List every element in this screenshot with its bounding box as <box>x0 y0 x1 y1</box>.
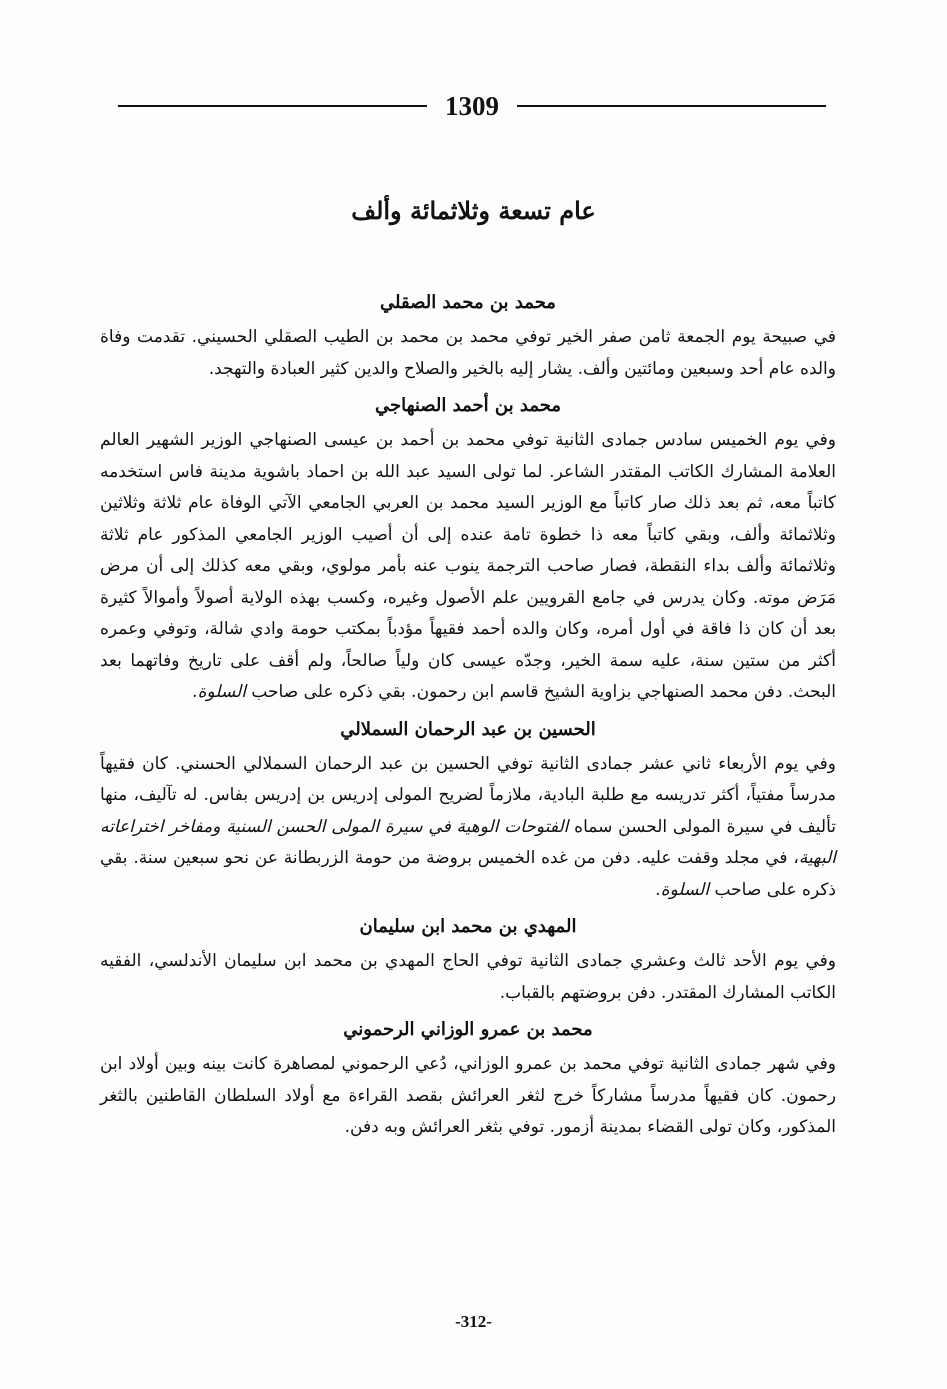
entry-paragraph <box>100 425 836 709</box>
paragraph-text: . <box>655 879 661 900</box>
entry-heading: الحسين بن عبد الرحمان السملالي <box>340 718 596 740</box>
document-body <box>100 284 836 1146</box>
entry-heading: محمد بن أحمد الصنهاجي <box>374 395 562 416</box>
book-title: السلوة <box>660 879 710 900</box>
page-number: -312- <box>455 1312 492 1331</box>
book-title: السلوة <box>197 682 246 702</box>
paragraph-text: . <box>192 682 198 702</box>
entry-paragraph: وفي شهر جمادى الثانية توفي محمد بن عمرو الوزاني، دُعي الرحموني لمصاهرة كانت بينه وبين أولاد ابن رحمون. كان فقيهاً مدرساً مشاركاً خرج لثغر العرائش بقصد القراءة مع أولاد السلطان القاطنين بالثغر المذكور، وكان تولى القضاء بمدينة أزمور. توفي بثغر العرائش وبه دفن. <box>100 1054 836 1137</box>
entry-paragraph: في صبيحة يوم الجمعة ثامن صفر الخير توفي محمد بن محمد بن الطيب الصقلي الحسيني. تقدمت وفاة والده عام أحد وسبعين ومائتين وألف. يشار إليه بالخير والصلاح والدين كثير العبادة والتهجد. <box>100 327 836 379</box>
entry-heading: محمد بن محمد الصقلي <box>380 292 556 313</box>
entry-paragraph <box>100 749 836 907</box>
paragraph-text: وفي يوم الخميس سادس جمادى الثانية توفي محمد بن أحمد بن عيسى الصنهاجي الوزير الشهير العالم العلامة المشارك الكاتب المقتدر الشاعر. لما تولى السيد عبد الله بن احماد باشوية مدينة فاس استخدمه كاتباً معه، ثم بعد ذلك صار كاتباً مع الوزير السيد محمد بن العربي الجامعي الآتي الوفاة عام ثلاثة وثلاثين وثلاثمائة وألف، وبقي كاتباً معه ذا خطوة تامة عنده إلى أن أصيب الوزير الجامعي المذكور عام ثلاثة وثلاثمائة وألف بداء النقطة، فصار صاحب الترجمة ينوب عنه بأمر مولوي، وبقي معه كذلك إلى أن مرض مَرَض موته. وكان يدرس في جامع القرويين علم الأصول وغيره، وكسب بهذه الولاية أصولاً وأموالاً كثيرة بعد أن كان ذا فاقة في أول أمره، وكان والده أحمد فقيهاً مؤدباً بمكتب حومة وادي شالة، وتوفي وعمره أكثر من ستين سنة، عليه سمة الخير، وجدّه عيسى كان ولياً صالحاً، ولم أقف على تاريخ وفاتهما بعد البحث. دفن محمد الصنهاجي بزاوية الشيخ قاسم ابن رحمون. بقي ذكره على صاحب <box>100 430 836 702</box>
book-title: الفتوحات الوهية في سيرة المولى الحسن السنية ومفاخر اختراعاته البهية <box>100 816 836 868</box>
header-year: 1309 <box>445 90 499 121</box>
entry-heading: محمد بن عمرو الوزاني الرحموني <box>343 1019 593 1040</box>
header-rule-left <box>118 105 427 107</box>
entry-heading: المهدي بن محمد ابن سليمان <box>359 916 577 937</box>
paragraph-text: وفي يوم الأربعاء ثاني عشر جمادى الثانية توفي الحسين بن عبد الرحمان السملالي الحسني. كان فقيهاً مدرساً مفتياً، أكثر تدريسه مع طلبة البادية، ملازماً لضريح المولى إدريس بن إدريس بفاس. له تآليف، منها تأليف في سيرة المولى الحسن سماه <box>100 753 837 837</box>
entry-paragraph: وفي يوم الأحد ثالث وعشري جمادى الثانية توفي الحاج المهدي بن محمد ابن سليمان الأندلسي، الفقيه الكاتب المشارك المقتدر. دفن بروضتهم بالقباب. <box>100 951 836 1003</box>
page-header <box>118 84 826 128</box>
paragraph-text: ، في مجلد وقفت عليه. دفن من غده الخميس بروضة من حومة الزربطانة عن نحو سبعين سنة. بقي ذكره على صاحب <box>100 848 836 900</box>
chapter-title: عام تسعة وثلاثمائة وألف <box>351 196 596 225</box>
header-rule-right <box>517 105 826 107</box>
